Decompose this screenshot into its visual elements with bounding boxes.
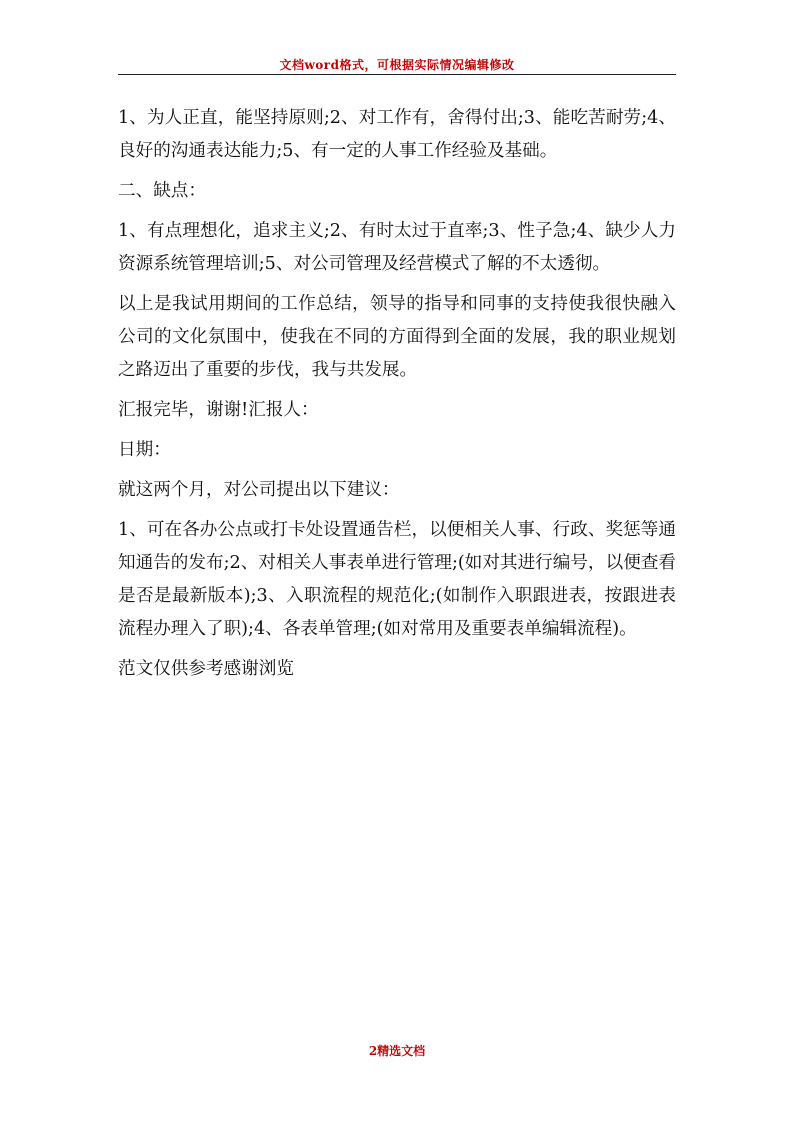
document-body <box>118 102 676 693</box>
header-divider <box>118 74 676 75</box>
paragraph-suggestions: 1、可在各办公点或打卡处设置通告栏，以便相关人事、行政、奖惩等通知通告的发布;2、对相关人事表单进行管理;(如对其进行编号，以便查看是否是最新版本);3、入职流程的规范化;(如制作入职跟进表，按跟进表流程办理入了职);4、各表单管理;(如对常用及重要表单编辑流程)。 <box>118 520 676 639</box>
paragraph-summary: 以上是我试用期间的工作总结，领导的指导和同事的支持使我很快融入公司的文化氛围中，使我在不同的方面得到全面的发展，我的职业规划之路迈出了重要的步伐，我与共发展。 <box>118 294 676 380</box>
paragraph-weaknesses: 1、有点理想化，追求主义;2、有时太过于直率;3、性子急;4、缺少人力资源系统管理培训;5、对公司管理及经营模式了解的不太透彻。 <box>118 221 676 274</box>
paragraph-suggestions-intro: 就这两个月，对公司提出以下建议： <box>118 480 400 500</box>
page-footer-text: 2精选文档 <box>368 1044 426 1058</box>
paragraph-weaknesses-heading: 二、缺点： <box>118 181 206 201</box>
paragraph-strengths: 1、为人正直，能坚持原则;2、对工作有，舍得付出;3、能吃苦耐劳;4、良好的沟通表达能力;5、有一定的人事工作经验及基础。 <box>118 108 676 161</box>
page-header-text: 文档word格式，可根据实际情况编辑修改 <box>279 58 515 72</box>
paragraph-closing-note: 范文仅供参考感谢浏览 <box>118 659 294 679</box>
paragraph-report-closing: 汇报完毕，谢谢!汇报人： <box>118 400 319 420</box>
paragraph-date: 日期： <box>118 440 171 460</box>
